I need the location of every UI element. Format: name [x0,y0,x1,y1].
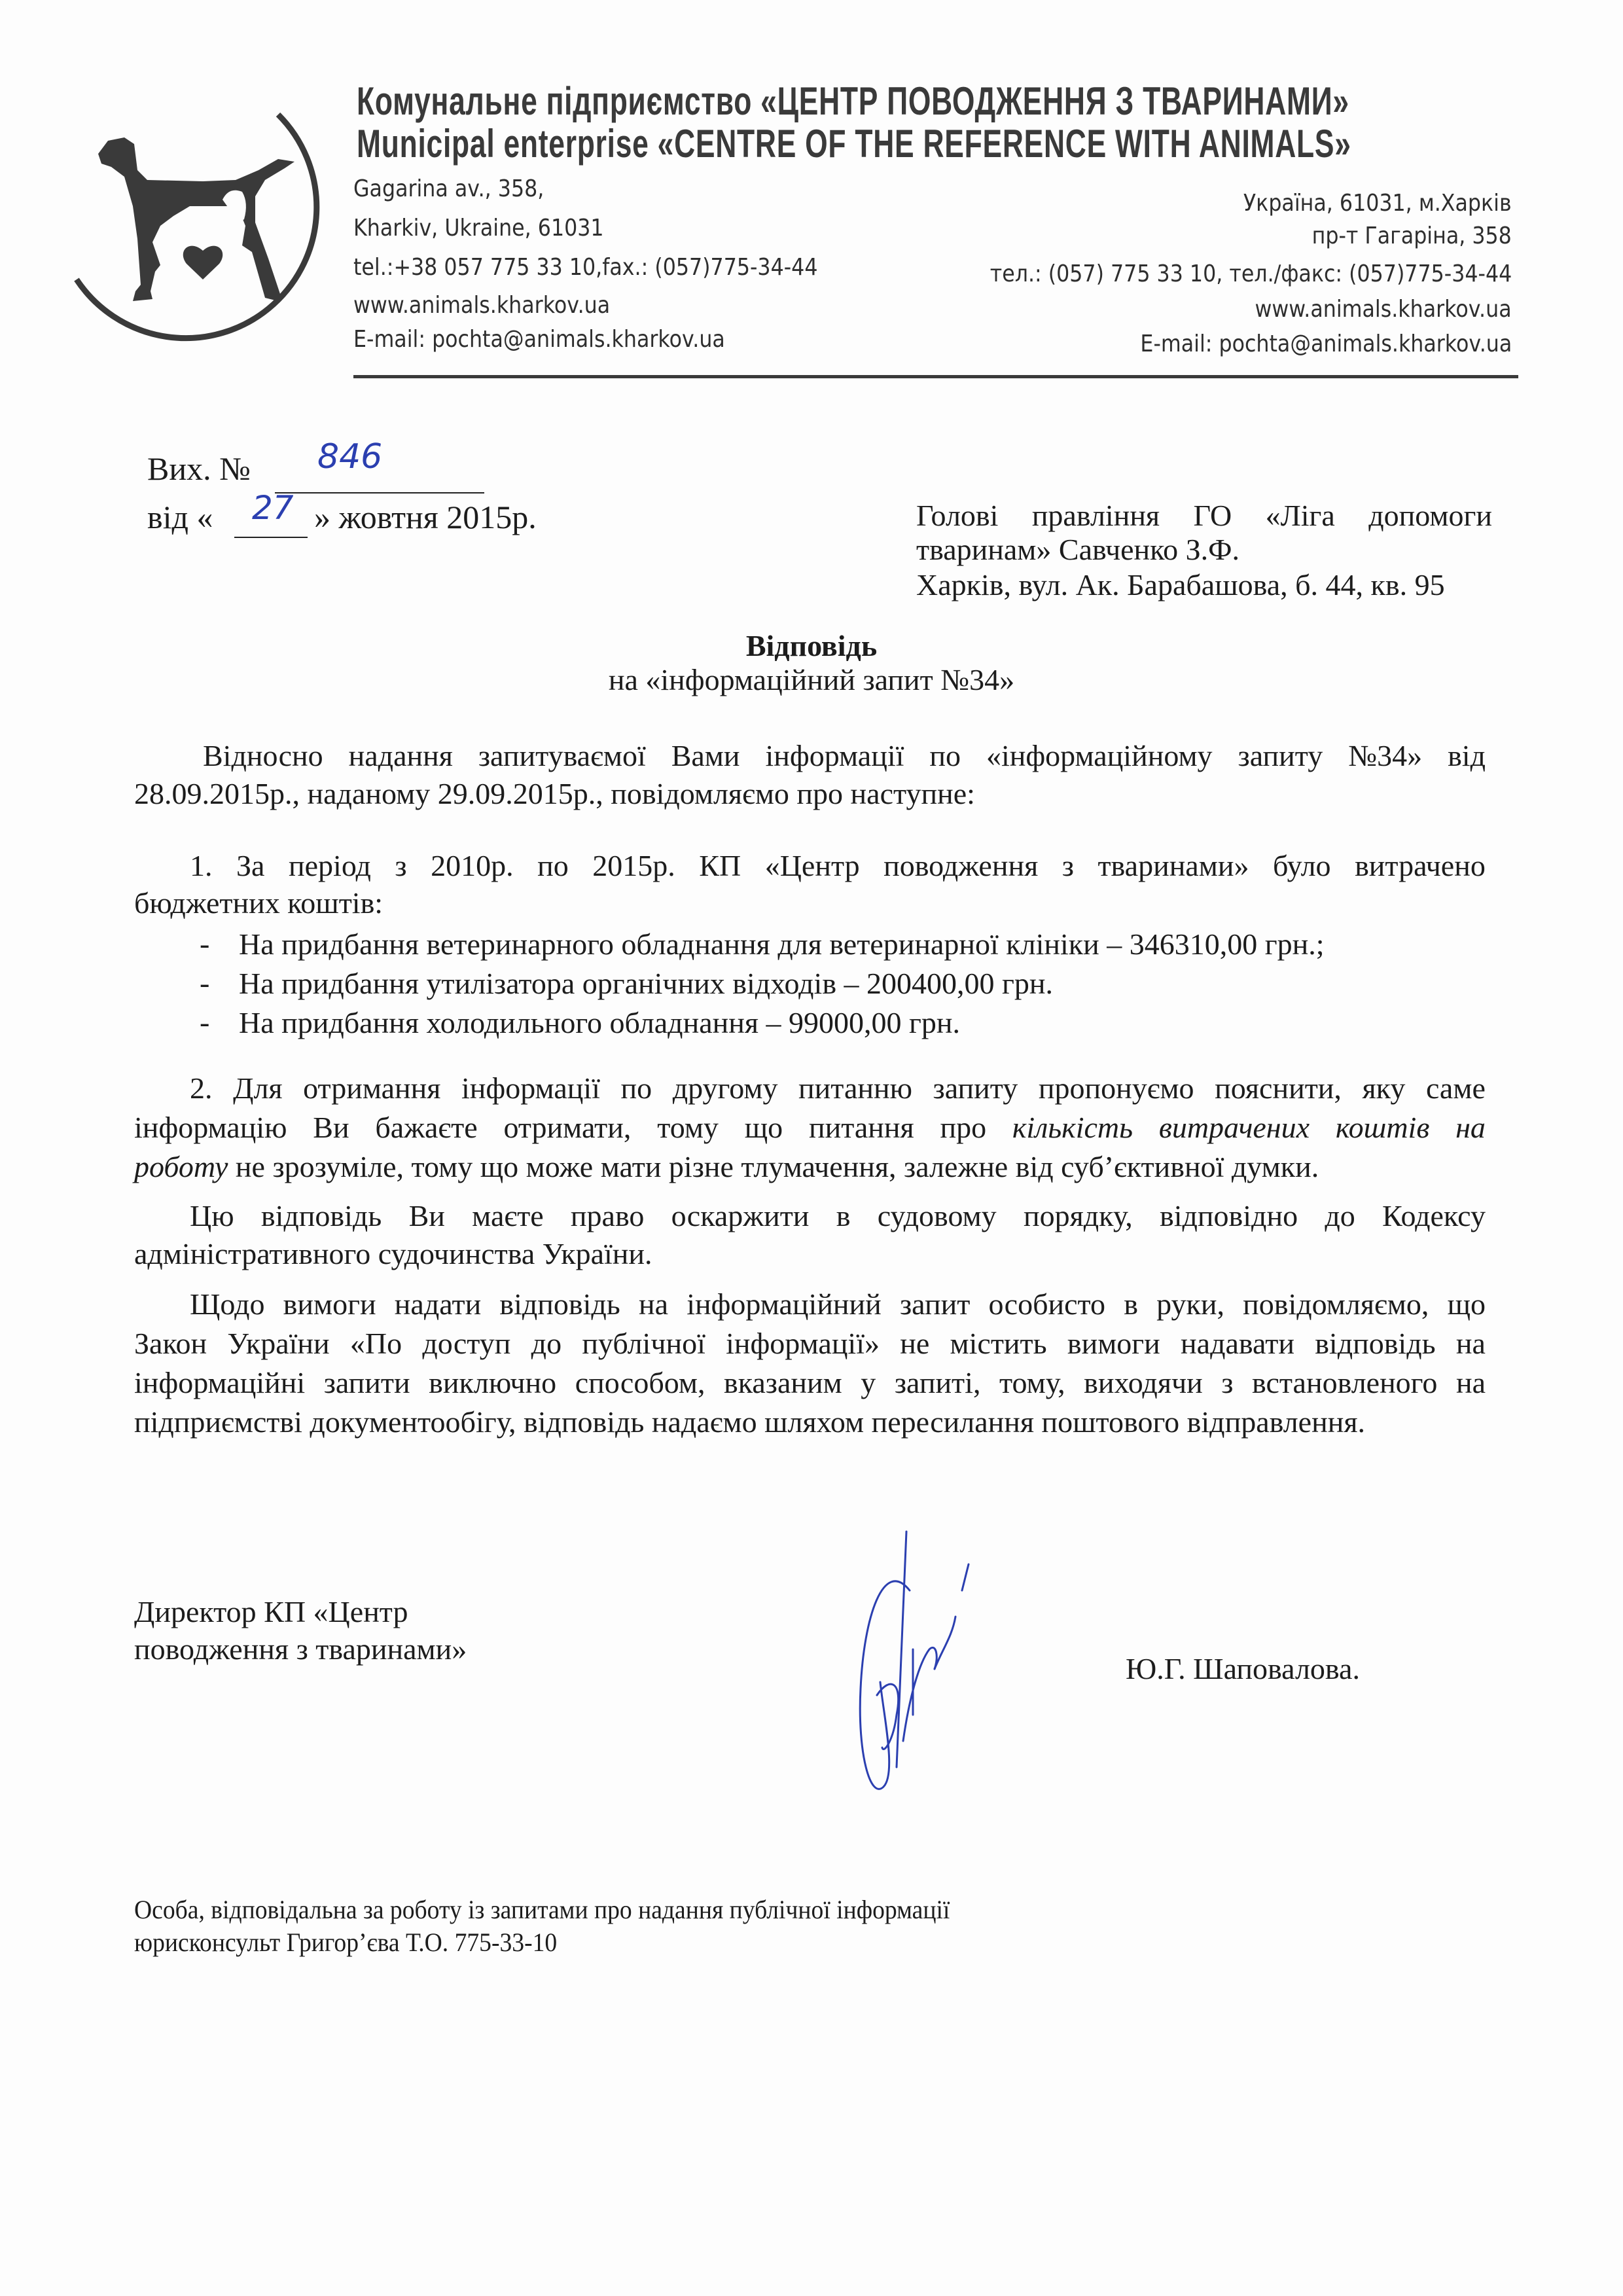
word: допомоги [1368,499,1492,532]
word: інформаційні [134,1366,306,1399]
word: інформаційний [687,1287,882,1321]
word: особисто [988,1287,1105,1321]
word: тому, [999,1366,1065,1399]
subject-subtitle: на «інформаційний запит №34» [608,663,1015,696]
p5-line-2 [134,1325,1486,1362]
number-underline [275,492,484,493]
p2-line-2: бюджетних коштів: [134,886,383,920]
word: тому [657,1111,719,1144]
word: у [861,1366,876,1399]
bullet-marker: - [200,927,210,960]
word: відповідь [260,1199,382,1232]
p3-line-3-text: не зрозуміле, тому що може мати різне тлумачення, залежне від суб’єктивної думки. [228,1150,1319,1183]
word: до [531,1327,562,1360]
word: «По [349,1327,402,1360]
word: інформації [461,1071,600,1105]
contact-left-website[interactable]: www.animals.kharkov.ua [353,292,611,319]
word: публічної [582,1327,705,1360]
word: поводження [883,849,1039,882]
word: Вами [671,739,740,772]
contact-right-website[interactable]: www.animals.kharkov.ua [1255,296,1512,323]
letterhead-title-en: Municipal enterprise «CENTRE OF THE REFERENCE WITH ANIMALS» [357,122,1351,166]
date-day: 27 [252,489,294,527]
word: витрачено [1355,849,1486,882]
date-suffix: » жовтня 2015р. [314,499,537,535]
bullet-marker: - [200,966,210,999]
word: з [395,849,407,882]
recipient-line-3: Харків, вул. Ак. Барабашова, б. 44, кв. 95 [916,568,1445,601]
word: питання [808,1111,914,1144]
word: з [1221,1366,1234,1399]
word: саме [1425,1071,1486,1105]
word: доступ [422,1327,511,1360]
word: Щодо [190,1287,265,1321]
word: інформації [765,739,904,772]
word: другому [672,1071,778,1105]
word: запит [899,1287,971,1321]
word: що [744,1111,783,1144]
word: на [1455,1366,1486,1399]
word: вимоги [283,1287,376,1321]
word: в [836,1199,851,1232]
word: до [1325,1199,1355,1232]
p1-line-2: 28.09.2015р., наданому 29.09.2015р., повідомляємо про наступне: [134,777,975,810]
word: Відносно [203,739,323,772]
word: було [1272,849,1331,882]
word: 2015р. [592,849,675,882]
word: маєте [472,1199,544,1232]
date-underline [234,537,308,538]
letterhead-divider [353,375,1518,378]
contact-left-phone: tel.:+38 057 775 33 10,fax.: (057)775-34-44 [353,254,818,281]
p4-line-1 [190,1198,1486,1234]
word: з [1061,849,1074,882]
outgoing-number-value: 846 [317,437,383,476]
word: право [570,1199,645,1232]
word: по [537,849,569,882]
dog-cat-heart-logo-icon [69,108,357,383]
contact-left-email[interactable]: E-mail: pochta@animals.kharkov.ua [353,326,725,353]
contact-right-phone: тел.: (057) 775 33 10, тел./факс: (057)775-34-44 [990,260,1512,287]
word: відповідь [499,1287,620,1321]
word: 2010р. [431,849,514,882]
word: бажаєте [375,1111,478,1144]
word: на [1455,1327,1486,1360]
word: відповідь [1315,1327,1436,1360]
word: Закон [134,1327,207,1360]
word: надавати [1181,1327,1294,1360]
word: 1. [190,849,213,882]
word: Ви [408,1199,445,1232]
word: судовому [877,1199,997,1232]
p5-line-1 [190,1286,1486,1323]
word: отримати, [503,1111,632,1144]
word: Голові [916,499,999,532]
word: надання [348,739,453,772]
footer-responsible-person: Особа, відповідальна за роботу із запитами про надання публічної інформації [134,1895,950,1924]
word: запити [323,1366,410,1399]
word: правління [1031,499,1160,532]
word-italic: коштів [1335,1111,1430,1144]
word: інформацію [134,1111,287,1144]
word: пропонуємо [1038,1071,1194,1105]
word: Кодексу [1382,1199,1486,1232]
signatory-position-line-2: поводження з тваринами» [134,1632,467,1666]
signatory-name: Ю.Г. Шаповалова. [1126,1652,1360,1685]
word: руки, [1156,1287,1224,1321]
bullet-item-1: На придбання ветеринарного обладнання для ветеринарної клініки – 346310,00 грн.; [239,927,1325,961]
word: на [638,1287,669,1321]
word: «Центр [764,849,860,882]
word: КП [699,849,741,882]
word: інформації» [726,1327,880,1360]
word: «Ліга [1265,499,1335,532]
p3-line-2 [134,1109,1486,1146]
signatory-position-line-1: Директор КП «Центр [134,1595,408,1628]
word: встановленого [1252,1366,1438,1399]
word: яку [1362,1071,1406,1105]
emphasis-text: роботу [134,1150,228,1183]
word: України [227,1327,330,1360]
word: питанню [798,1071,912,1105]
word: період [289,849,371,882]
word: запитуваємої [478,739,646,772]
contact-right-city: Україна, 61031, м.Харків [1243,190,1512,217]
word-italic: кількість [1012,1111,1133,1144]
word: Для [233,1071,283,1105]
word: повідомляємо, [1243,1287,1429,1321]
handwritten-signature-icon [805,1518,1014,1806]
word: Ви [313,1111,349,1144]
word: надати [394,1287,482,1321]
word: запиту [933,1071,1018,1105]
p3-line-1 [190,1070,1486,1107]
bullet-item-2: На придбання утилізатора органічних відходів – 200400,00 грн. [239,967,1054,1000]
word: За [236,849,265,882]
word-italic: на [1455,1111,1486,1144]
word: оскаржити [671,1199,810,1232]
bullet-item-3: На придбання холодильного обладнання – 99000,00 грн. [239,1006,961,1039]
word: не [900,1327,930,1360]
p5-line-4: підприємстві документообігу, відповідь надаємо шляхом пересилання поштового відправлення. [134,1405,1365,1439]
word: по [929,739,961,772]
word-italic: витрачених [1158,1111,1310,1144]
word: Цю [190,1199,234,1232]
subject-title: Відповідь [745,629,878,662]
word: вказаним [724,1366,842,1399]
bullet-marker: - [200,1005,210,1039]
word: тваринами» [1097,849,1249,882]
word: містить [950,1327,1047,1360]
contact-left-address: Gagarina av., 358, [353,175,544,202]
contact-left-city: Kharkiv, Ukraine, 61031 [353,215,604,242]
contact-right-address: пр-т Гагаріна, 358 [1311,223,1512,249]
word: виходячи [1084,1366,1203,1399]
word: про [940,1111,987,1144]
word: відповідно [1160,1199,1298,1232]
word: запиту [1238,739,1323,772]
word: ГО [1193,499,1232,532]
word: запиті, [894,1366,981,1399]
word: від [1448,739,1486,772]
p2-line-1 [190,848,1486,884]
outgoing-number-label: Вих. № [147,450,251,487]
word: що [1447,1287,1486,1321]
p1-line-1 [203,738,1486,774]
p5-line-3 [134,1365,1486,1401]
recipient-line-2: тваринам» Савченко З.Ф. [916,533,1240,566]
date-prefix: від « [147,499,213,535]
letterhead-title-ua: Комунальне підприємство «ЦЕНТР ПОВОДЖЕННЯ З ТВАРИНАМИ» [357,79,1349,123]
word: способом, [575,1366,705,1399]
recipient-line-1 [916,497,1492,534]
word: 2. [190,1071,213,1105]
contact-right-email[interactable]: E-mail: pochta@animals.kharkov.ua [1140,331,1512,357]
word: «інформаційному [986,739,1213,772]
word: порядку, [1023,1199,1133,1232]
word: №34» [1348,739,1423,772]
p3-line-3 [134,1149,1319,1185]
word: отримання [303,1071,441,1105]
word: виключно [429,1366,557,1399]
word: вимоги [1067,1327,1160,1360]
word: в [1124,1287,1138,1321]
word: пояснити, [1215,1071,1342,1105]
word: по [620,1071,652,1105]
p4-line-2: адміністративного судочинства України. [134,1237,652,1270]
footer-contact: юрисконсульт Григор’єва Т.О. 775-33-10 [134,1928,558,1957]
